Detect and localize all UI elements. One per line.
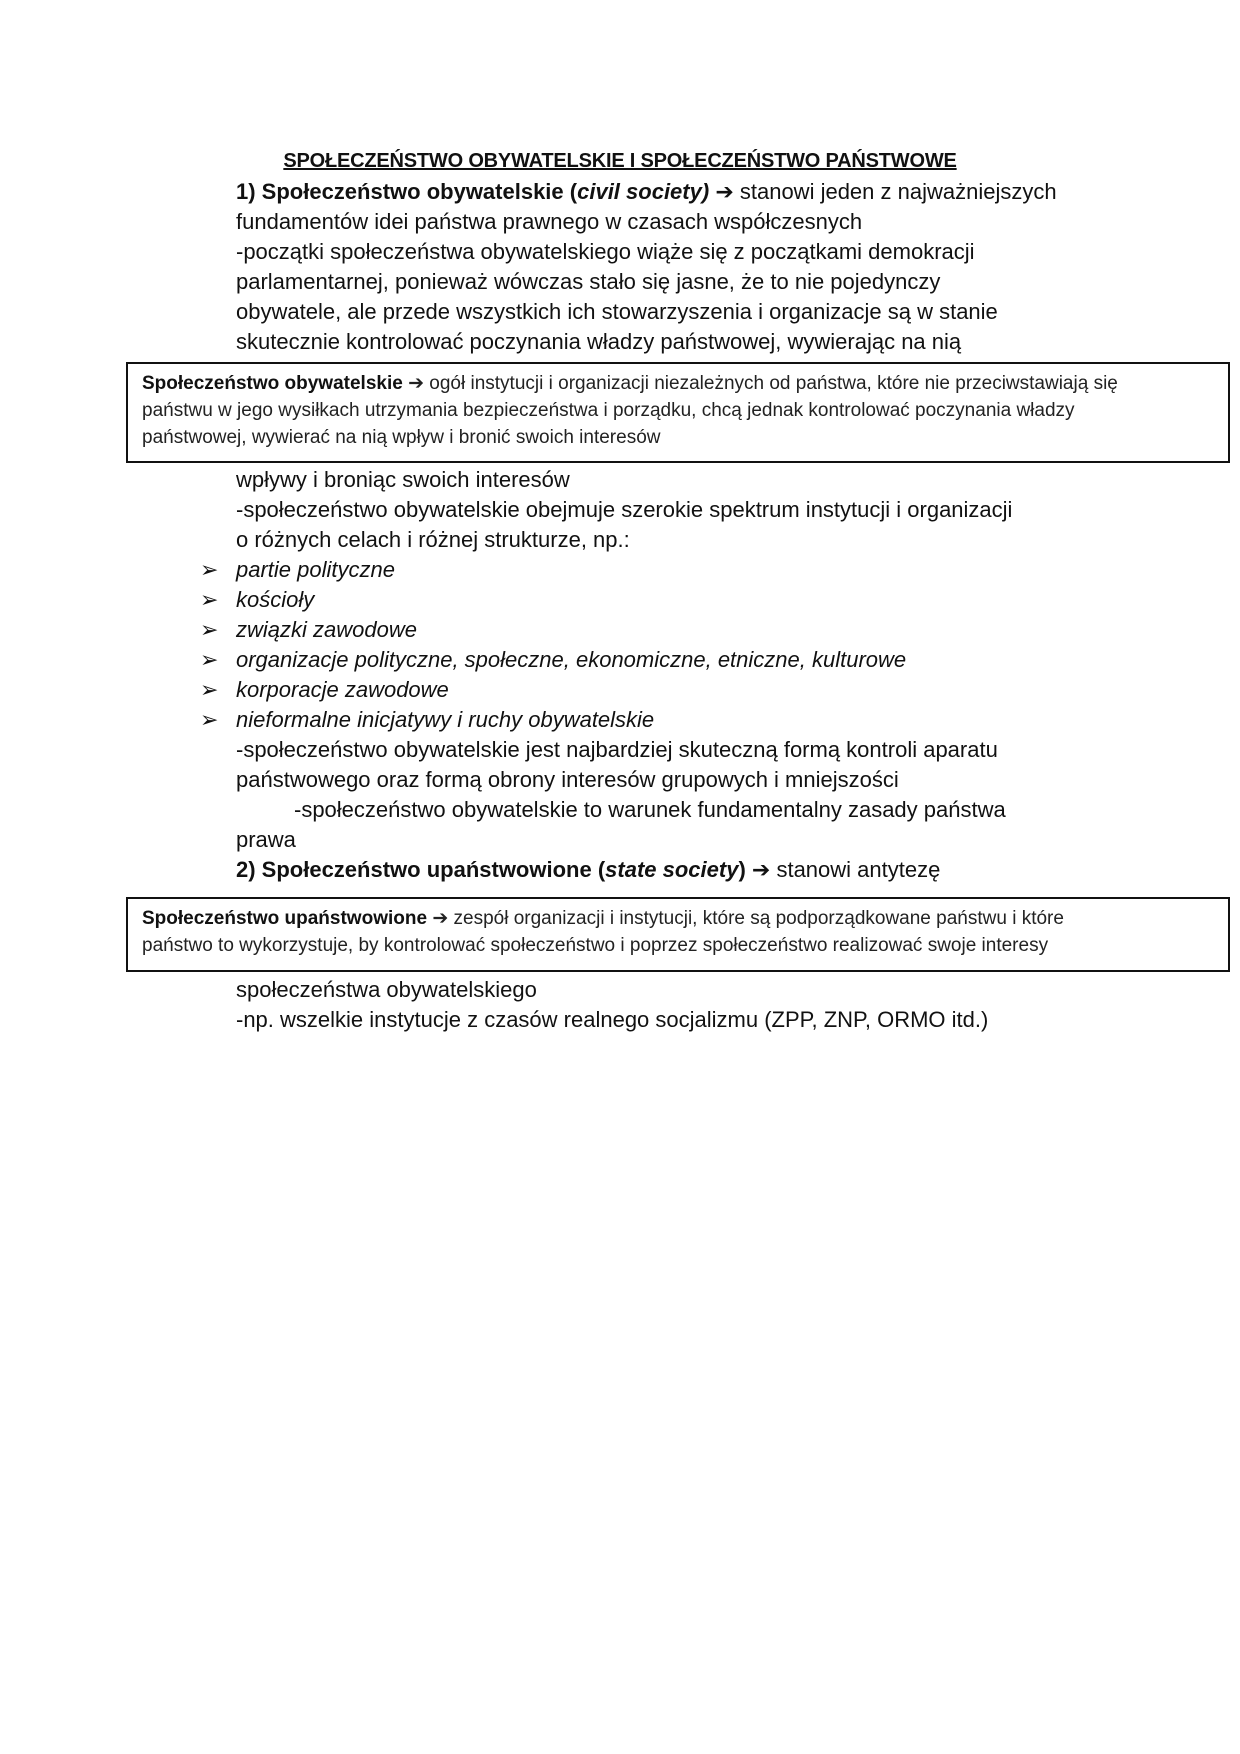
paragraph-line: -np. wszelkie instytucje z czasów realnego socjalizmu (ZPP, ZNP, ORMO itd.) — [236, 1007, 989, 1032]
section1-heading — [236, 178, 1057, 206]
bullet-arrow-icon: ➢ — [200, 707, 219, 732]
box2-line — [142, 905, 1214, 932]
box1-term: Społeczeństwo obywatelskie — [142, 373, 403, 394]
box1-line — [142, 370, 1214, 397]
list-item: korporacje zawodowe — [236, 677, 449, 702]
list-item: kościoły — [236, 587, 315, 612]
box1-text: ogół instytucji i organizacji niezależnych od państwa, które nie przeciwstawiają się — [424, 373, 1118, 394]
list-item: nieformalne inicjatywy i ruchy obywatelskie — [236, 707, 655, 732]
bullet-arrow-icon: ➢ — [200, 617, 219, 642]
list-item: organizacje polityczne, społeczne, ekonomiczne, etniczne, kulturowe — [236, 647, 907, 672]
paragraph-line: obywatele, ale przede wszystkich ich stowarzyszenia i organizacje są w stanie — [236, 299, 998, 324]
paragraph-line: -społeczeństwo obywatelskie jest najbardziej skuteczną formą kontroli aparatu — [236, 737, 998, 762]
section2-heading-rest: stanowi antytezę — [770, 857, 941, 882]
arrow-icon: ➔ — [432, 908, 449, 929]
bullet-arrow-icon: ➢ — [200, 677, 219, 702]
section1-heading-rest: stanowi jeden z najważniejszych — [733, 179, 1057, 204]
bullet-arrow-icon: ➢ — [200, 557, 219, 582]
definition-box-civil-society — [126, 362, 1230, 463]
paragraph-line: fundamentów idei państwa prawnego w czasach współczesnych — [236, 209, 863, 234]
paragraph-line: skutecznie kontrolować poczynania władzy państwowej, wywierając na nią — [236, 329, 962, 354]
section1-heading-prefix: 1) Społeczeństwo obywatelskie ( — [236, 179, 578, 204]
box2-line: państwo to wykorzystuje, by kontrolować społeczeństwo i poprzez społeczeństwo realizować swoje interesy — [142, 935, 1049, 956]
section2-heading-en: state society — [605, 857, 739, 882]
box2-term: Społeczeństwo upaństwowione — [142, 908, 428, 929]
definition-box-state-society — [126, 897, 1230, 972]
arrow-icon: ➔ — [715, 179, 734, 204]
document-title: SPOŁECZEŃSTWO OBYWATELSKIE I SPOŁECZEŃSTWO PAŃSTWOWE — [283, 150, 957, 172]
arrow-icon: ➔ — [751, 857, 771, 882]
section2-heading — [236, 856, 940, 884]
arrow-icon: ➔ — [408, 373, 425, 394]
paragraph-line: o różnych celach i różnej strukturze, np.: — [236, 527, 630, 552]
section2-heading-close: ) — [738, 857, 746, 882]
paragraph-line: prawa — [236, 827, 296, 852]
paragraph-line: -początki społeczeństwa obywatelskiego wiąże się z początkami demokracji — [236, 239, 975, 264]
paragraph-line: -społeczeństwo obywatelskie obejmuje szerokie spektrum instytucji i organizacji — [236, 497, 1013, 522]
paragraph-line: społeczeństwa obywatelskiego — [236, 977, 537, 1002]
paragraph-line: -społeczeństwo obywatelskie to warunek fundamentalny zasady państwa — [294, 797, 1006, 822]
section1-heading-en: civil society) — [577, 179, 710, 204]
bullet-arrow-icon: ➢ — [200, 647, 219, 672]
box1-line: państwu w jego wysiłkach utrzymania bezpieczeństwa i porządku, chcą jednak kontrolować poczynania władzy — [142, 400, 1075, 421]
paragraph-line: parlamentarnej, ponieważ wówczas stało się jasne, że to nie pojedynczy — [236, 269, 941, 294]
list-item: związki zawodowe — [236, 617, 417, 642]
paragraph-line: państwowego oraz formą obrony interesów grupowych i mniejszości — [236, 767, 899, 792]
paragraph-line: wpływy i broniąc swoich interesów — [236, 467, 570, 492]
list-item: partie polityczne — [236, 557, 395, 582]
box2-text: zespół organizacji i instytucji, które są podporządkowane państwu i które — [448, 908, 1064, 929]
section2-heading-prefix: 2) Społeczeństwo upaństwowione ( — [236, 857, 606, 882]
bullet-arrow-icon: ➢ — [200, 587, 219, 612]
box1-line: państwowej, wywierać na nią wpływ i bronić swoich interesów — [142, 427, 661, 448]
